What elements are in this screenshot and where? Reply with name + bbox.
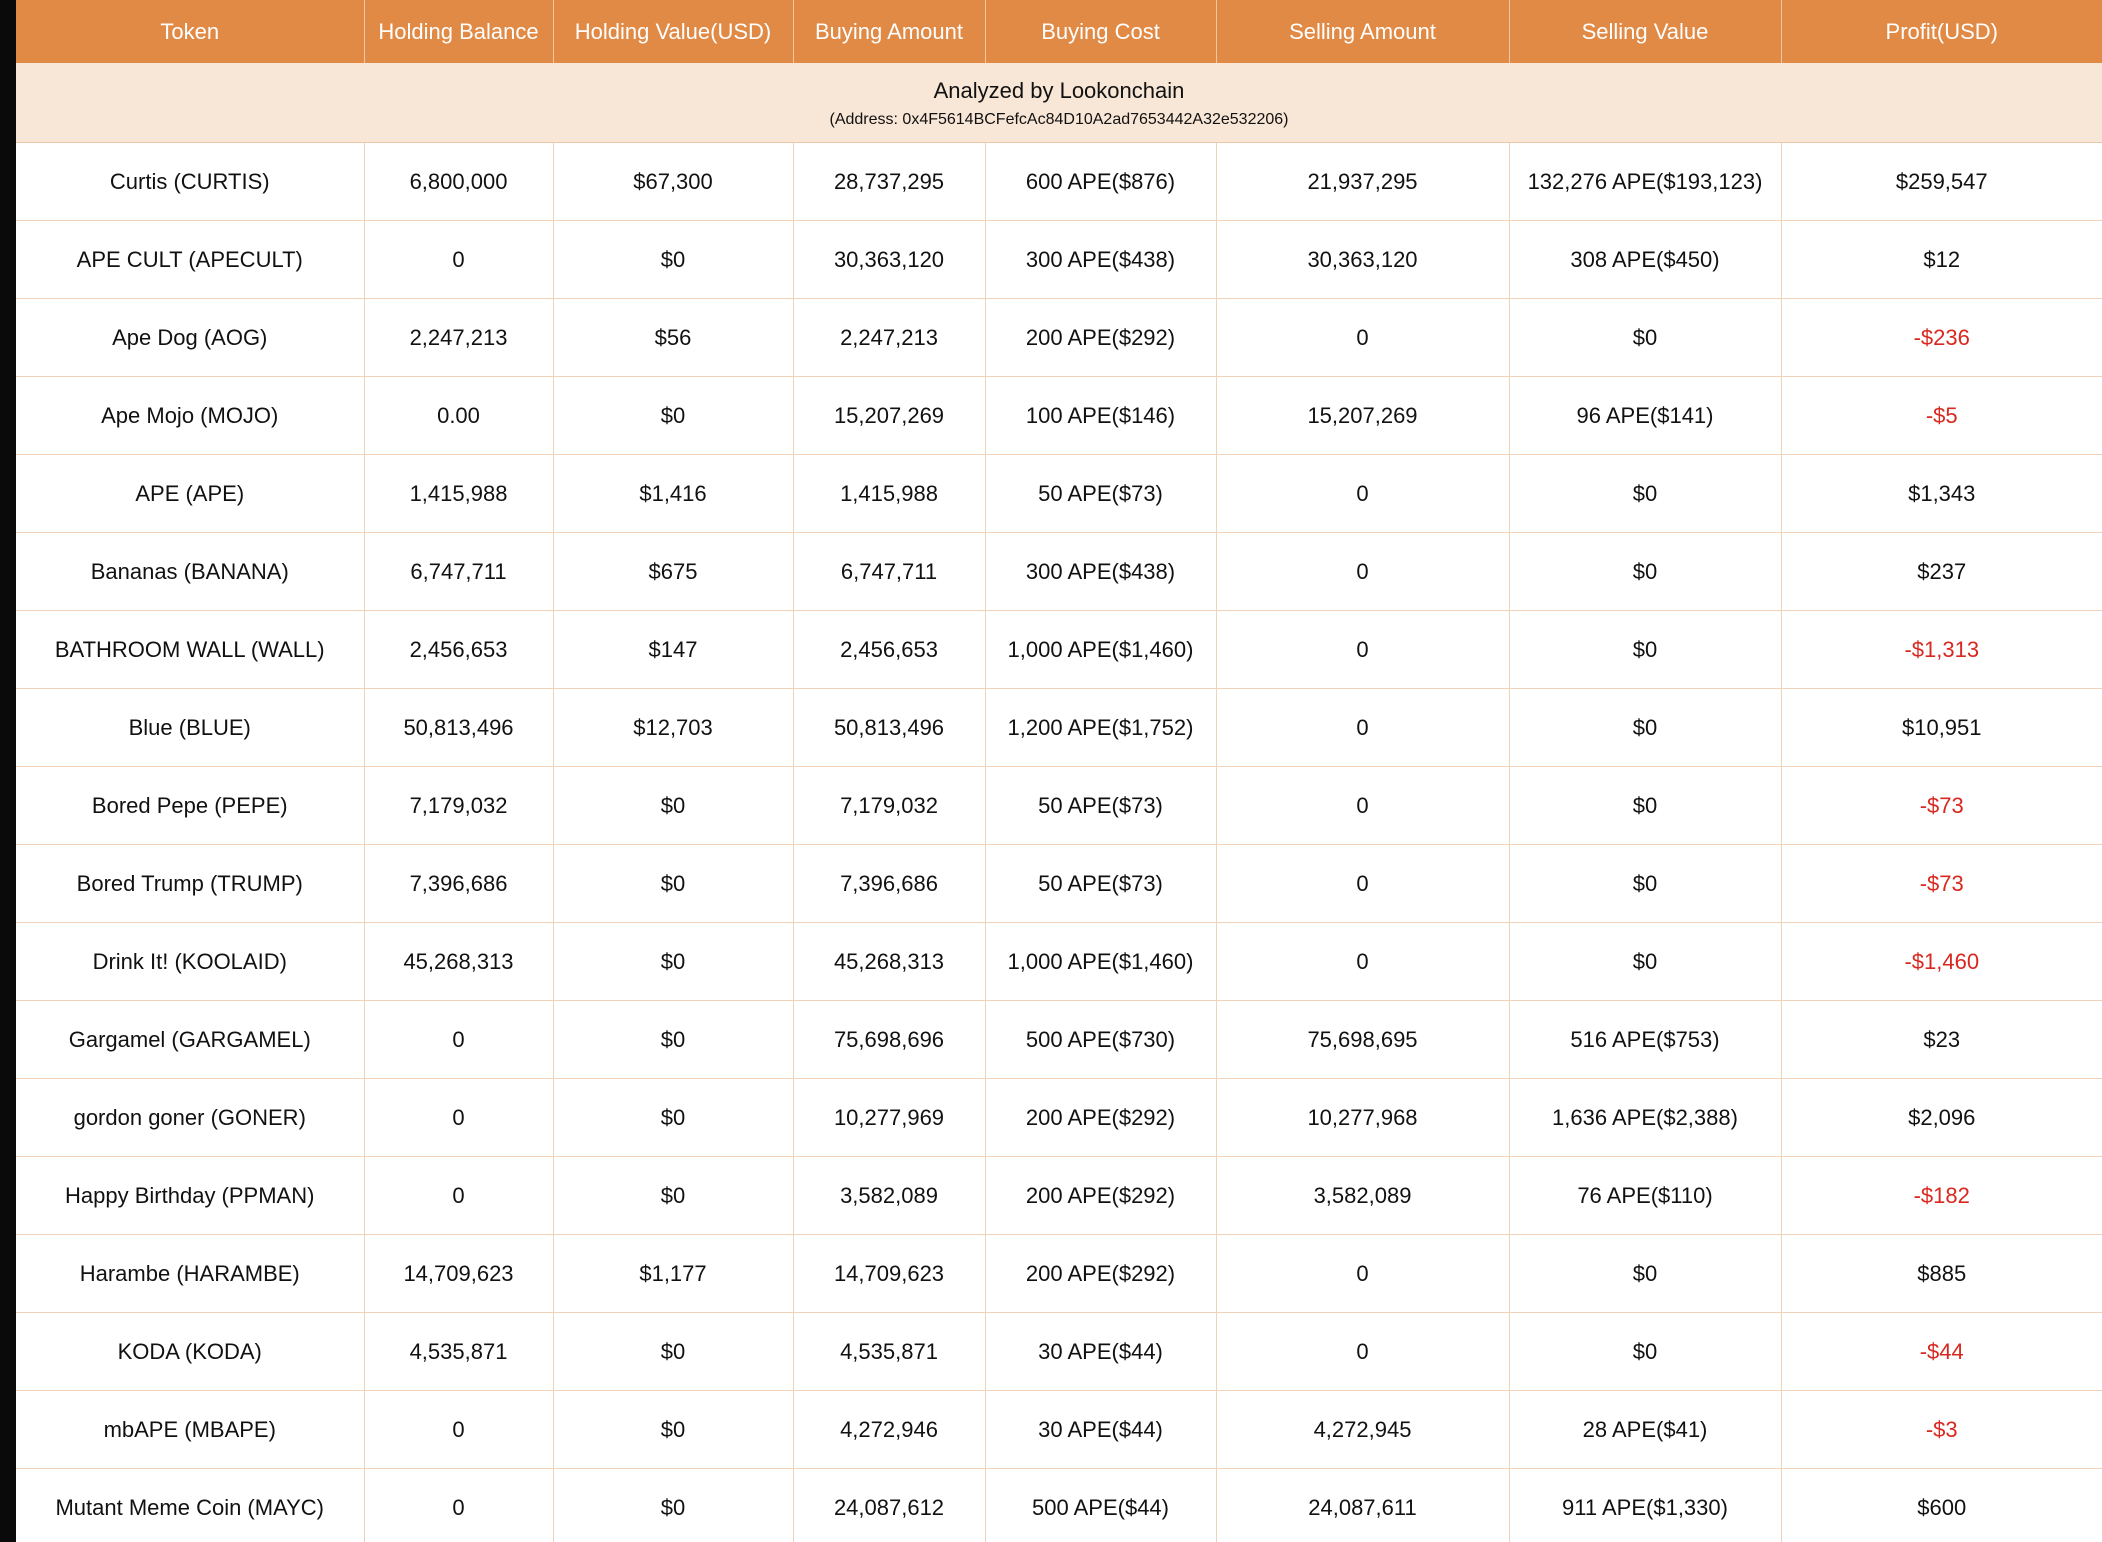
table-row [16, 611, 2102, 689]
holding-value-cell: $56 [553, 299, 793, 377]
token-cell: mbAPE (MBAPE) [16, 1391, 364, 1469]
column-header-token: Token [16, 0, 364, 63]
table-row [16, 143, 2102, 221]
selling-value-cell: $0 [1509, 533, 1781, 611]
profit-cell: $1,343 [1781, 455, 2102, 533]
buying-amount-cell: 3,582,089 [793, 1157, 985, 1235]
buying-cost-cell: 300 APE($438) [985, 533, 1216, 611]
buying-cost-cell: 1,000 APE($1,460) [985, 923, 1216, 1001]
table-row [16, 767, 2102, 845]
wallet-address: (Address: 0x4F5614BCFefcAc84D10A2ad7653442A32e532206) [829, 111, 1289, 128]
selling-amount-cell: 0 [1216, 689, 1509, 767]
profit-cell: $885 [1781, 1235, 2102, 1313]
profit-cell: -$44 [1781, 1313, 2102, 1391]
selling-amount-cell: 0 [1216, 533, 1509, 611]
token-cell: Blue (BLUE) [16, 689, 364, 767]
holding-balance-cell: 2,247,213 [364, 299, 553, 377]
selling-value-cell: 132,276 APE($193,123) [1509, 143, 1781, 221]
selling-value-cell: 911 APE($1,330) [1509, 1469, 1781, 1542]
holding-balance-cell: 0 [364, 221, 553, 299]
profit-cell: -$5 [1781, 377, 2102, 455]
selling-value-cell: 76 APE($110) [1509, 1157, 1781, 1235]
profit-cell: -$3 [1781, 1391, 2102, 1469]
buying-cost-cell: 1,200 APE($1,752) [985, 689, 1216, 767]
holding-value-cell: $0 [553, 377, 793, 455]
table-row [16, 1469, 2102, 1542]
token-cell: APE CULT (APECULT) [16, 221, 364, 299]
table-row [16, 377, 2102, 455]
holding-value-cell: $0 [553, 923, 793, 1001]
holding-value-cell: $675 [553, 533, 793, 611]
selling-value-cell: $0 [1509, 455, 1781, 533]
buying-cost-cell: 30 APE($44) [985, 1313, 1216, 1391]
buying-amount-cell: 2,247,213 [793, 299, 985, 377]
selling-amount-cell: 21,937,295 [1216, 143, 1509, 221]
column-header-holding-balance: Holding Balance [364, 0, 553, 63]
selling-amount-cell: 15,207,269 [1216, 377, 1509, 455]
selling-value-cell: $0 [1509, 1235, 1781, 1313]
selling-amount-cell: 30,363,120 [1216, 221, 1509, 299]
buying-cost-cell: 50 APE($73) [985, 455, 1216, 533]
selling-value-cell: $0 [1509, 611, 1781, 689]
holding-value-cell: $12,703 [553, 689, 793, 767]
buying-amount-cell: 10,277,969 [793, 1079, 985, 1157]
selling-amount-cell: 0 [1216, 299, 1509, 377]
buying-amount-cell: 4,272,946 [793, 1391, 985, 1469]
table-row [16, 1313, 2102, 1391]
token-pnl-table [16, 0, 2102, 1542]
selling-value-cell: $0 [1509, 767, 1781, 845]
selling-value-cell: 1,636 APE($2,388) [1509, 1079, 1781, 1157]
holding-value-cell: $0 [553, 1391, 793, 1469]
buying-cost-cell: 1,000 APE($1,460) [985, 611, 1216, 689]
token-cell: Bored Pepe (PEPE) [16, 767, 364, 845]
table-row [16, 455, 2102, 533]
buying-cost-cell: 50 APE($73) [985, 845, 1216, 923]
table-row [16, 845, 2102, 923]
profit-cell: $259,547 [1781, 143, 2102, 221]
holding-balance-cell: 0 [364, 1079, 553, 1157]
analysis-banner-row [16, 63, 2102, 143]
holding-balance-cell: 7,179,032 [364, 767, 553, 845]
holding-value-cell: $1,177 [553, 1235, 793, 1313]
column-header-selling-value: Selling Value [1509, 0, 1781, 63]
buying-amount-cell: 15,207,269 [793, 377, 985, 455]
holding-balance-cell: 6,747,711 [364, 533, 553, 611]
selling-value-cell: 516 APE($753) [1509, 1001, 1781, 1079]
header-row [16, 0, 2102, 63]
table-row [16, 299, 2102, 377]
holding-value-cell: $0 [553, 1313, 793, 1391]
column-header-buying-amount: Buying Amount [793, 0, 985, 63]
buying-cost-cell: 300 APE($438) [985, 221, 1216, 299]
buying-cost-cell: 100 APE($146) [985, 377, 1216, 455]
table-row [16, 1001, 2102, 1079]
selling-amount-cell: 0 [1216, 611, 1509, 689]
selling-amount-cell: 10,277,968 [1216, 1079, 1509, 1157]
holding-balance-cell: 0 [364, 1469, 553, 1542]
holding-value-cell: $1,416 [553, 455, 793, 533]
profit-cell: $2,096 [1781, 1079, 2102, 1157]
selling-amount-cell: 3,582,089 [1216, 1157, 1509, 1235]
token-cell: Harambe (HARAMBE) [16, 1235, 364, 1313]
buying-amount-cell: 7,179,032 [793, 767, 985, 845]
selling-value-cell: $0 [1509, 689, 1781, 767]
buying-amount-cell: 24,087,612 [793, 1469, 985, 1542]
selling-amount-cell: 75,698,695 [1216, 1001, 1509, 1079]
buying-cost-cell: 500 APE($730) [985, 1001, 1216, 1079]
holding-value-cell: $0 [553, 1157, 793, 1235]
selling-amount-cell: 24,087,611 [1216, 1469, 1509, 1542]
token-cell: Ape Mojo (MOJO) [16, 377, 364, 455]
table-header [16, 0, 2102, 63]
holding-balance-cell: 6,800,000 [364, 143, 553, 221]
buying-cost-cell: 200 APE($292) [985, 1235, 1216, 1313]
token-cell: Ape Dog (AOG) [16, 299, 364, 377]
profit-cell: $23 [1781, 1001, 2102, 1079]
buying-amount-cell: 2,456,653 [793, 611, 985, 689]
token-cell: Curtis (CURTIS) [16, 143, 364, 221]
buying-cost-cell: 600 APE($876) [985, 143, 1216, 221]
buying-amount-cell: 1,415,988 [793, 455, 985, 533]
banner-title: Analyzed by Lookonchain [933, 78, 1185, 103]
column-header-profit: Profit(USD) [1781, 0, 2102, 63]
selling-value-cell: 28 APE($41) [1509, 1391, 1781, 1469]
holding-balance-cell: 0.00 [364, 377, 553, 455]
selling-value-cell: $0 [1509, 1313, 1781, 1391]
token-cell: BATHROOM WALL (WALL) [16, 611, 364, 689]
holding-value-cell: $0 [553, 1001, 793, 1079]
profit-cell: $600 [1781, 1469, 2102, 1542]
holding-value-cell: $147 [553, 611, 793, 689]
holding-balance-cell: 14,709,623 [364, 1235, 553, 1313]
selling-amount-cell: 4,272,945 [1216, 1391, 1509, 1469]
holding-value-cell: $0 [553, 1079, 793, 1157]
holding-balance-cell: 4,535,871 [364, 1313, 553, 1391]
holding-balance-cell: 45,268,313 [364, 923, 553, 1001]
holding-value-cell: $0 [553, 1469, 793, 1542]
token-cell: Drink It! (KOOLAID) [16, 923, 364, 1001]
selling-amount-cell: 0 [1216, 1235, 1509, 1313]
holding-balance-cell: 0 [364, 1391, 553, 1469]
profit-cell: $10,951 [1781, 689, 2102, 767]
buying-cost-cell: 500 APE($44) [985, 1469, 1216, 1542]
buying-cost-cell: 50 APE($73) [985, 767, 1216, 845]
holding-balance-cell: 0 [364, 1157, 553, 1235]
token-cell: Mutant Meme Coin (MAYC) [16, 1469, 364, 1542]
pnl-table-container [16, 0, 2102, 1542]
buying-amount-cell: 6,747,711 [793, 533, 985, 611]
table-row [16, 533, 2102, 611]
holding-balance-cell: 1,415,988 [364, 455, 553, 533]
holding-balance-cell: 50,813,496 [364, 689, 553, 767]
selling-amount-cell: 0 [1216, 455, 1509, 533]
profit-cell: -$73 [1781, 845, 2102, 923]
buying-cost-cell: 200 APE($292) [985, 1079, 1216, 1157]
buying-amount-cell: 28,737,295 [793, 143, 985, 221]
buying-amount-cell: 14,709,623 [793, 1235, 985, 1313]
token-cell: Bananas (BANANA) [16, 533, 364, 611]
token-cell: Gargamel (GARGAMEL) [16, 1001, 364, 1079]
selling-amount-cell: 0 [1216, 845, 1509, 923]
buying-cost-cell: 200 APE($292) [985, 299, 1216, 377]
token-cell: APE (APE) [16, 455, 364, 533]
table-row [16, 1157, 2102, 1235]
column-header-buying-cost: Buying Cost [985, 0, 1216, 63]
analysis-banner [16, 63, 2102, 143]
profit-cell: -$73 [1781, 767, 2102, 845]
table-row [16, 1079, 2102, 1157]
holding-balance-cell: 7,396,686 [364, 845, 553, 923]
selling-value-cell: 308 APE($450) [1509, 221, 1781, 299]
selling-amount-cell: 0 [1216, 1313, 1509, 1391]
buying-amount-cell: 45,268,313 [793, 923, 985, 1001]
table-row [16, 221, 2102, 299]
column-header-selling-amount: Selling Amount [1216, 0, 1509, 63]
token-cell: KODA (KODA) [16, 1313, 364, 1391]
selling-value-cell: $0 [1509, 923, 1781, 1001]
buying-amount-cell: 75,698,696 [793, 1001, 985, 1079]
selling-value-cell: $0 [1509, 845, 1781, 923]
holding-value-cell: $67,300 [553, 143, 793, 221]
table-row [16, 689, 2102, 767]
profit-cell: $12 [1781, 221, 2102, 299]
token-cell: Happy Birthday (PPMAN) [16, 1157, 364, 1235]
holding-value-cell: $0 [553, 845, 793, 923]
selling-amount-cell: 0 [1216, 923, 1509, 1001]
table-row [16, 923, 2102, 1001]
selling-amount-cell: 0 [1216, 767, 1509, 845]
token-cell: Bored Trump (TRUMP) [16, 845, 364, 923]
table-row [16, 1235, 2102, 1313]
buying-amount-cell: 7,396,686 [793, 845, 985, 923]
selling-value-cell: $0 [1509, 299, 1781, 377]
holding-balance-cell: 2,456,653 [364, 611, 553, 689]
profit-cell: $237 [1781, 533, 2102, 611]
holding-value-cell: $0 [553, 221, 793, 299]
buying-amount-cell: 4,535,871 [793, 1313, 985, 1391]
profit-cell: -$1,313 [1781, 611, 2102, 689]
buying-amount-cell: 50,813,496 [793, 689, 985, 767]
table-row [16, 1391, 2102, 1469]
holding-value-cell: $0 [553, 767, 793, 845]
profit-cell: -$1,460 [1781, 923, 2102, 1001]
buying-cost-cell: 30 APE($44) [985, 1391, 1216, 1469]
selling-value-cell: 96 APE($141) [1509, 377, 1781, 455]
profit-cell: -$236 [1781, 299, 2102, 377]
token-cell: gordon goner (GONER) [16, 1079, 364, 1157]
buying-cost-cell: 200 APE($292) [985, 1157, 1216, 1235]
buying-amount-cell: 30,363,120 [793, 221, 985, 299]
holding-balance-cell: 0 [364, 1001, 553, 1079]
profit-cell: -$182 [1781, 1157, 2102, 1235]
column-header-holding-value: Holding Value(USD) [553, 0, 793, 63]
table-body [16, 63, 2102, 1542]
